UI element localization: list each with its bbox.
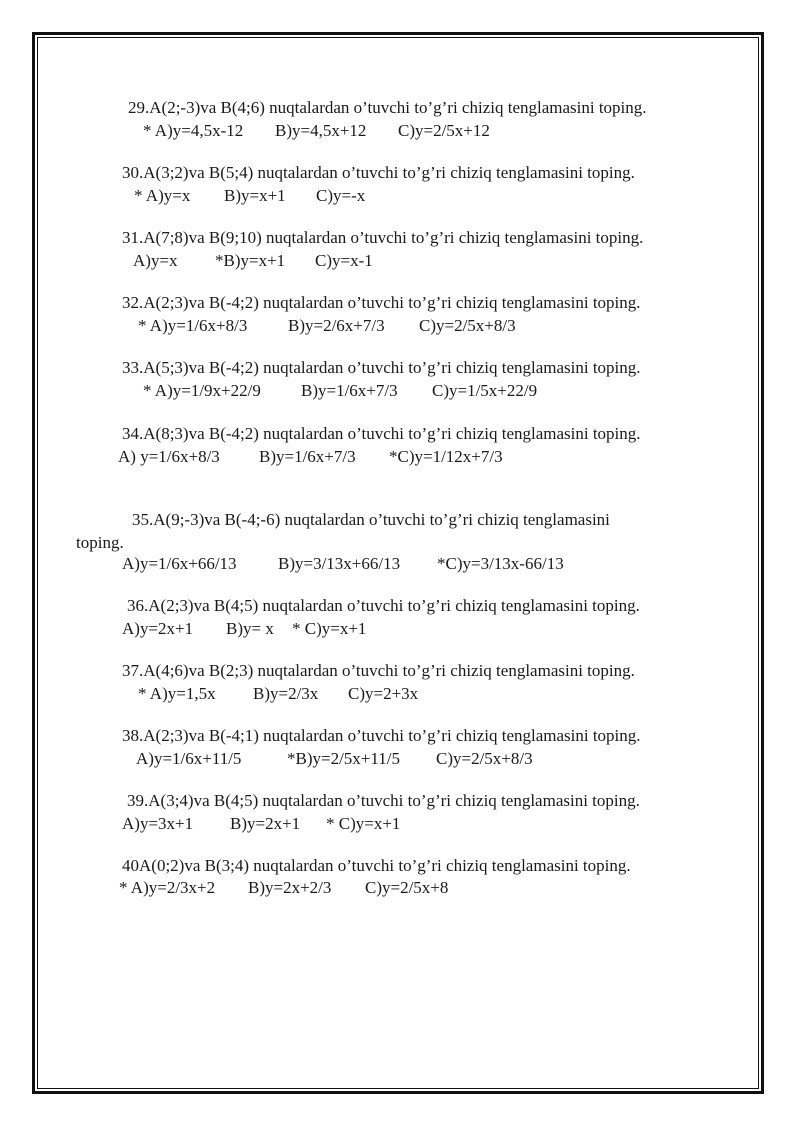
option-b: B)y=2x+2/3: [248, 878, 332, 897]
option-a: A)y=2x+1: [122, 619, 194, 638]
option-a: A)y=1/6x+66/13: [122, 554, 237, 573]
question-31: 31.A(7;8)va B(9;10) nuqtalardan o’tuvchi to’g’ri chiziq tenglamasini toping.: [122, 228, 644, 247]
option-a: A) y=1/6x+8/3: [118, 447, 220, 466]
question-33: 33.A(5;3)va B(-4;2) nuqtalardan o’tuvchi to’g’ri chiziq tenglamasini toping.: [122, 358, 641, 377]
option-c: C)y=1/5x+22/9: [432, 381, 538, 400]
question-29: 29.A(2;-3)va B(4;6) nuqtalardan o’tuvchi to’g’ri chiziq tenglamasini toping.: [128, 98, 647, 117]
option-a: * A)y=2/3x+2: [119, 878, 216, 897]
option-b: B)y=3/13x+66/13: [278, 554, 401, 573]
option-c: *C)y=1/12x+7/3: [389, 447, 503, 466]
option-b: B)y=1/6x+7/3: [301, 381, 398, 400]
answers-34: [118, 447, 503, 467]
option-a: * A)y=x: [134, 186, 191, 205]
option-c: C)y=2/5x+8: [365, 878, 449, 897]
option-b: B)y=2/3x: [253, 684, 319, 703]
question-40: 40A(0;2)va B(3;4) nuqtalardan o’tuvchi to’g’ri chiziq tenglamasini toping.: [122, 856, 631, 875]
option-b: B)y=2/6x+7/3: [288, 316, 385, 335]
answers-39: [122, 814, 400, 834]
answers-33: [143, 381, 537, 401]
option-b: B)y=1/6x+7/3: [259, 447, 356, 466]
option-a: * A)y=1,5x: [138, 684, 216, 703]
answers-31: [133, 251, 373, 271]
option-c: C)y=x-1: [315, 251, 373, 270]
option-c: C)y=2/5x+8/3: [436, 749, 533, 768]
option-a: * A)y=1/6x+8/3: [138, 316, 248, 335]
question-35-continuation: toping.: [76, 533, 124, 552]
question-30: 30.A(3;2)va B(5;4) nuqtalardan o’tuvchi to’g’ri chiziq tenglamasini toping.: [122, 163, 635, 182]
option-b: B)y=4,5x+12: [275, 121, 367, 140]
question-36: 36.A(2;3)va B(4;5) nuqtalardan o’tuvchi to’g’ri chiziq tenglamasini toping.: [127, 596, 640, 615]
answers-36: [122, 619, 366, 639]
option-c: * C)y=x+1: [326, 814, 401, 833]
option-c: C)y=2/5x+8/3: [419, 316, 516, 335]
option-a: A)y=3x+1: [122, 814, 194, 833]
option-b: *B)y=x+1: [215, 251, 286, 270]
answers-37: [138, 684, 418, 704]
option-c: *C)y=3/13x-66/13: [437, 554, 564, 573]
question-37: 37.A(4;6)va B(2;3) nuqtalardan o’tuvchi to’g’ri chiziq tenglamasini toping.: [122, 661, 635, 680]
option-a: * A)y=4,5x-12: [143, 121, 244, 140]
option-b: B)y=x+1: [224, 186, 286, 205]
answers-38: [136, 749, 533, 769]
question-39: 39.A(3;4)va B(4;5) nuqtalardan o’tuvchi to’g’ri chiziq tenglamasini toping.: [127, 791, 640, 810]
question-35: 35.A(9;-3)va B(-4;-6) nuqtalardan o’tuvchi to’g’ri chiziq tenglamasini: [132, 510, 610, 529]
option-b: B)y= x: [226, 619, 274, 638]
question-38: 38.A(2;3)va B(-4;1) nuqtalardan o’tuvchi to’g’ri chiziq tenglamasini toping.: [122, 726, 641, 745]
option-c: C)y=2/5x+12: [398, 121, 490, 140]
answers-40: [119, 878, 448, 898]
option-c: C)y=-x: [316, 186, 366, 205]
answers-35: [122, 554, 564, 574]
question-34: 34.A(8;3)va B(-4;2) nuqtalardan o’tuvchi to’g’ri chiziq tenglamasini toping.: [122, 424, 641, 443]
option-a: A)y=1/6x+11/5: [136, 749, 242, 768]
answers-30: [134, 186, 365, 206]
option-c: C)y=2+3x: [348, 684, 419, 703]
option-b: *B)y=2/5x+11/5: [287, 749, 400, 768]
option-b: B)y=2x+1: [230, 814, 301, 833]
option-c: * C)y=x+1: [292, 619, 367, 638]
option-a: * A)y=1/9x+22/9: [143, 381, 261, 400]
question-32: 32.A(2;3)va B(-4;2) nuqtalardan o’tuvchi to’g’ri chiziq tenglamasini toping.: [122, 293, 641, 312]
option-a: A)y=x: [133, 251, 178, 270]
answers-29: [143, 121, 490, 141]
answers-32: [138, 316, 516, 336]
